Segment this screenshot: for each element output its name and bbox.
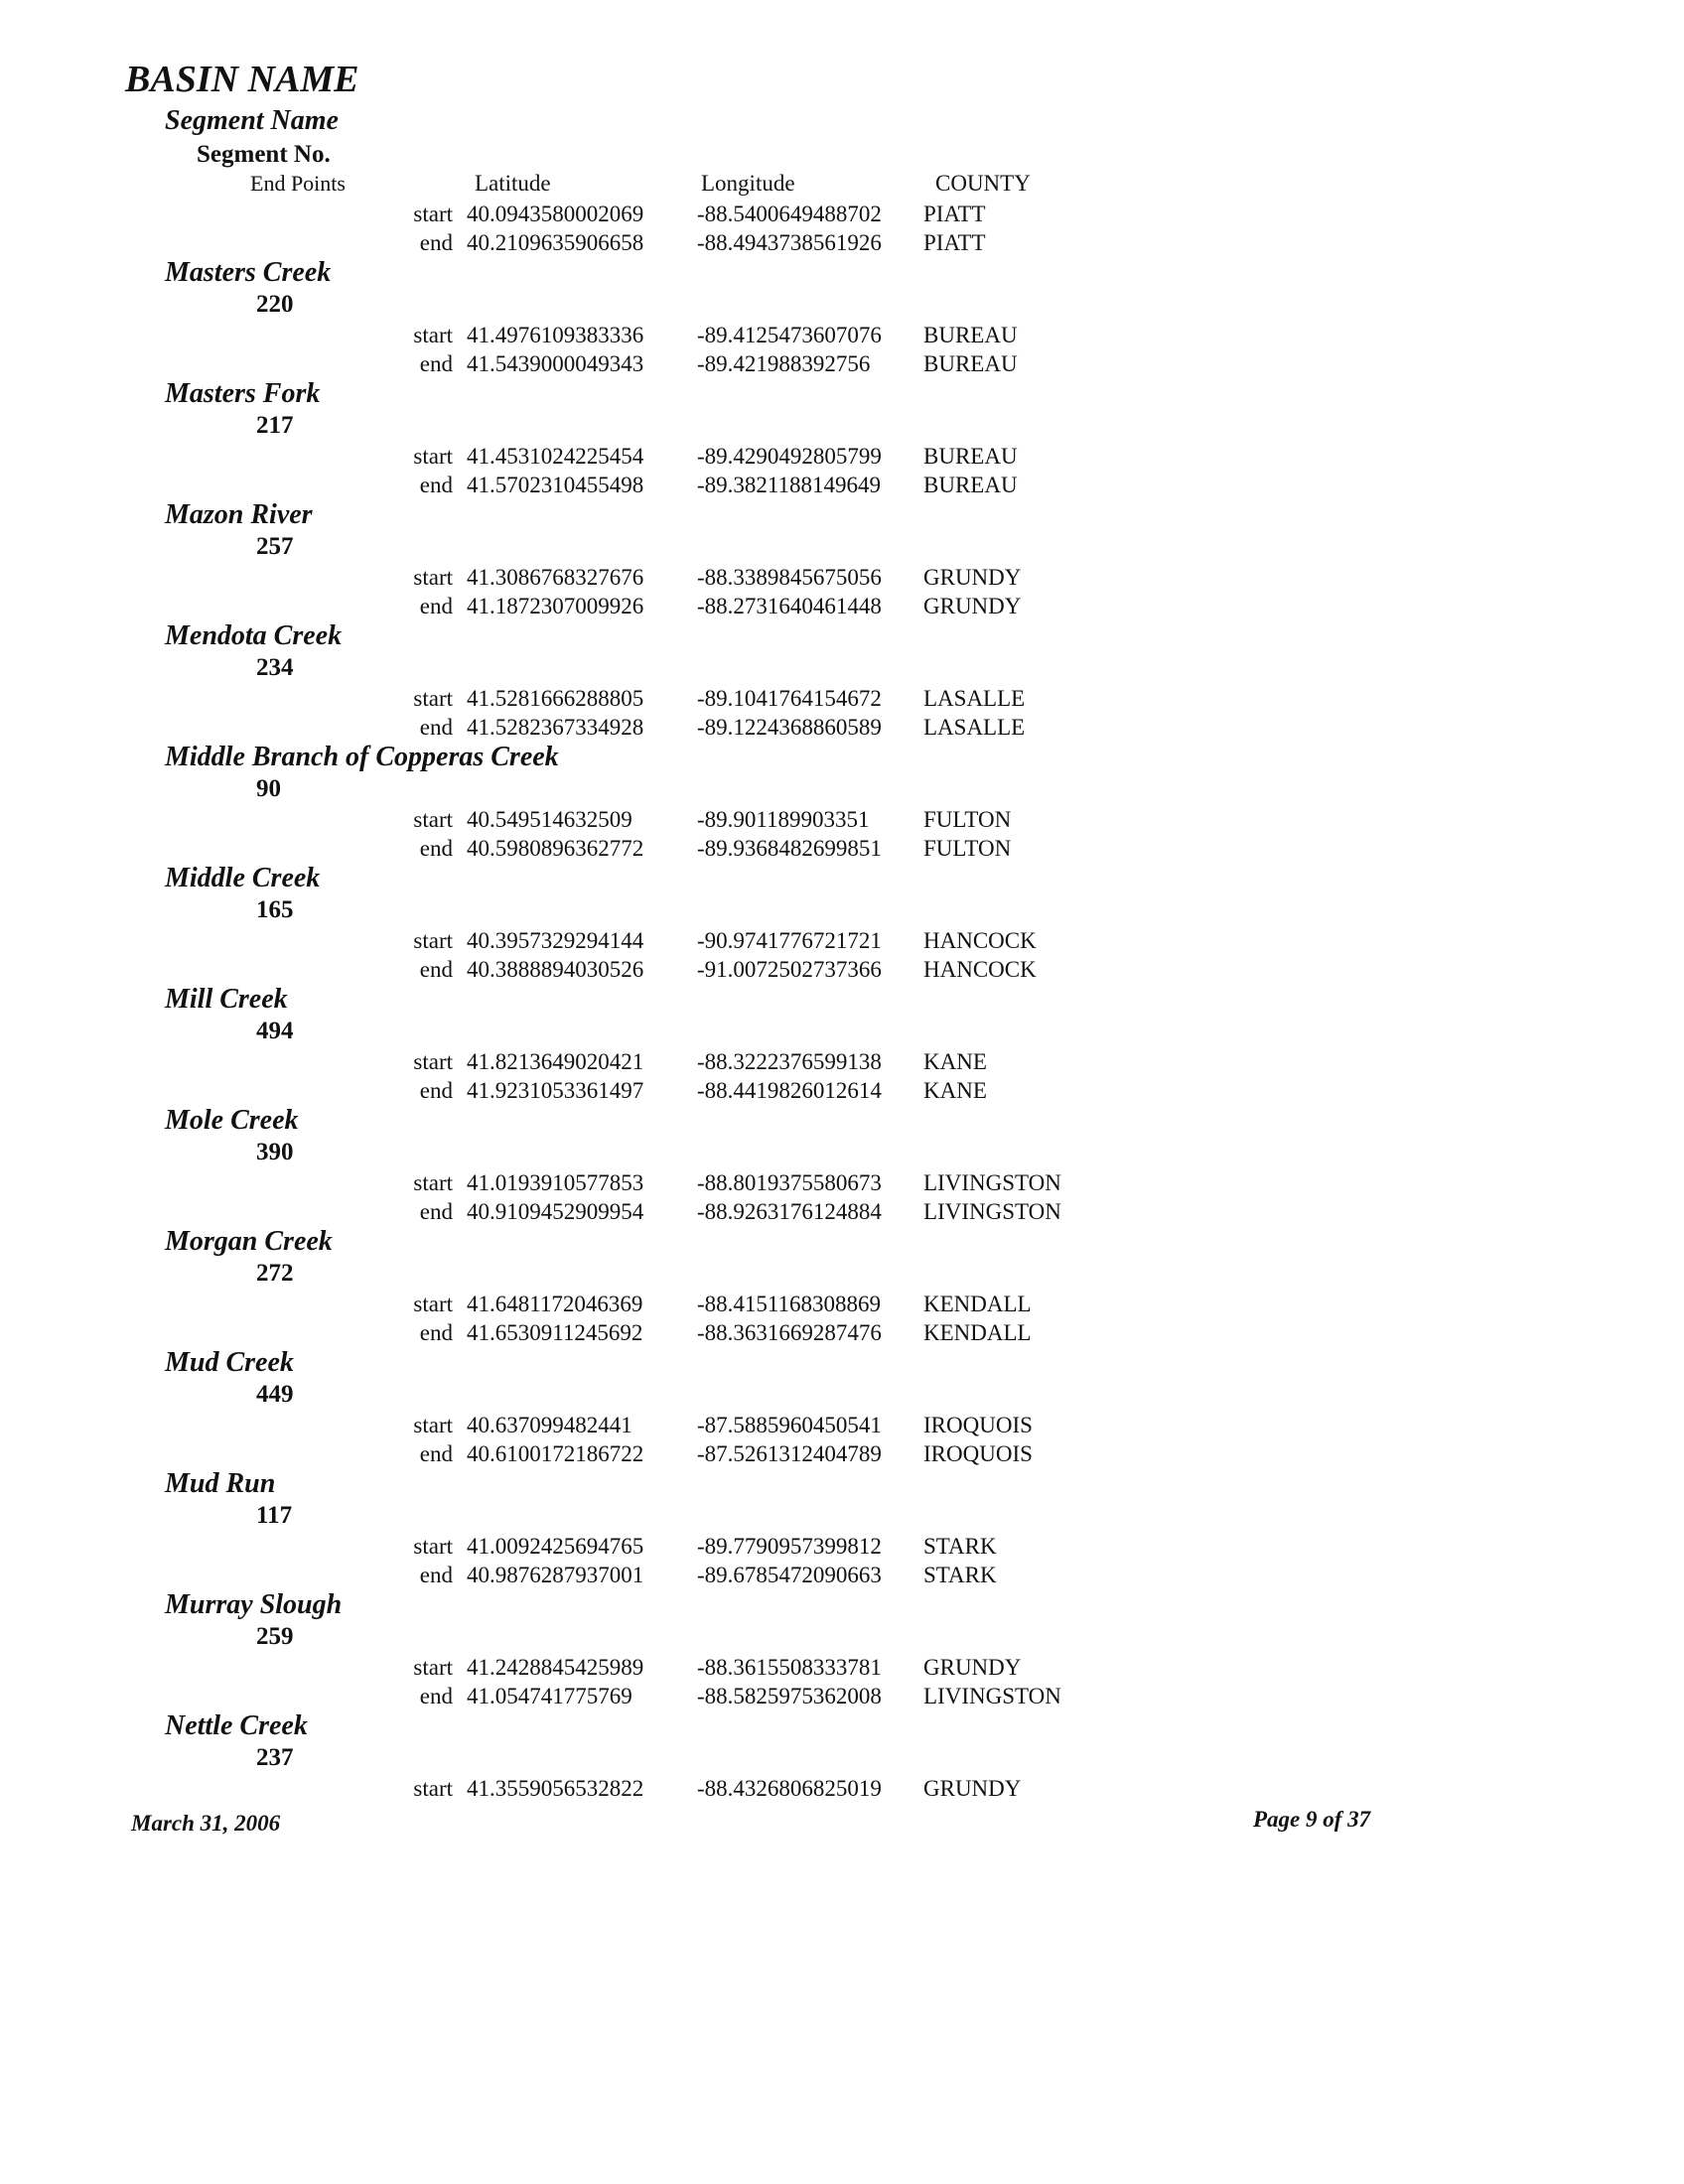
endpoint-row	[0, 443, 1684, 472]
endpoint-row	[0, 1775, 1684, 1804]
county-value: PIATT	[923, 229, 986, 255]
segment-number: 272	[256, 1260, 294, 1287]
latitude-value: 41.4531024225454	[467, 444, 644, 469]
latitude-value: 40.2109635906658	[467, 229, 644, 255]
county-value: BUREAU	[923, 350, 1018, 376]
segment-number: 234	[256, 654, 294, 681]
endpoint-label: start	[413, 1776, 453, 1801]
endpoint-label: end	[419, 1077, 453, 1103]
county-value: BUREAU	[923, 323, 1018, 347]
county-value: PIATT	[923, 202, 986, 226]
county-value: GRUNDY	[923, 593, 1022, 618]
endpoint-row	[0, 593, 1684, 621]
county-column-header: COUNTY	[935, 171, 1031, 196]
longitude-value: -89.4125473607076	[697, 323, 882, 347]
endpoint-label: start	[413, 686, 453, 711]
endpoint-row	[0, 1048, 1684, 1077]
latitude-value: 41.8213649020421	[467, 1049, 644, 1074]
endpoint-row	[0, 350, 1684, 379]
longitude-value: -88.9263176124884	[697, 1198, 882, 1224]
segment-name: Mill Creek	[165, 984, 288, 1015]
county-value: BUREAU	[923, 472, 1018, 497]
longitude-value: -88.4943738561926	[697, 229, 882, 255]
segment-number: 220	[256, 291, 294, 318]
longitude-value: -89.9368482699851	[697, 835, 882, 861]
longitude-value: -89.1041764154672	[697, 686, 882, 711]
county-value: IROQUOIS	[923, 1413, 1033, 1437]
latitude-value: 40.5980896362772	[467, 835, 644, 861]
latitude-value: 41.9231053361497	[467, 1077, 644, 1103]
endpoint-row	[0, 1169, 1684, 1198]
segment-name: Mud Creek	[165, 1347, 294, 1378]
longitude-value: -87.5261312404789	[697, 1440, 882, 1466]
endpoint-label: end	[419, 1198, 453, 1224]
county-value: GRUNDY	[923, 1655, 1022, 1680]
county-value: KANE	[923, 1049, 987, 1074]
latitude-value: 41.5702310455498	[467, 472, 644, 497]
endpoint-row	[0, 1412, 1684, 1440]
endpoint-label: start	[413, 1170, 453, 1195]
basin-title: BASIN NAME	[125, 59, 359, 100]
latitude-value: 41.054741775769	[467, 1683, 632, 1708]
segment-number: 257	[256, 533, 294, 560]
longitude-value: -89.1224368860589	[697, 714, 882, 740]
latitude-value: 40.6100172186722	[467, 1440, 644, 1466]
latitude-value: 41.2428845425989	[467, 1655, 644, 1680]
endpoint-row	[0, 229, 1684, 258]
segment-name: Middle Branch of Copperas Creek	[165, 742, 559, 772]
endpoint-label: end	[419, 1319, 453, 1345]
county-value: LIVINGSTON	[923, 1170, 1061, 1195]
endpoint-row	[0, 1198, 1684, 1227]
segment-name: Mole Creek	[165, 1105, 299, 1136]
longitude-column-header: Longitude	[701, 171, 795, 196]
endpoint-row	[0, 1440, 1684, 1469]
segment-name: Masters Creek	[165, 257, 332, 288]
county-value: FULTON	[923, 807, 1012, 832]
latitude-value: 41.6530911245692	[467, 1319, 643, 1345]
segment-number: 237	[256, 1744, 294, 1771]
endpoint-label: start	[413, 1534, 453, 1559]
latitude-value: 40.9876287937001	[467, 1562, 644, 1587]
latitude-value: 40.549514632509	[467, 807, 632, 832]
endpoint-label: start	[413, 444, 453, 469]
endpoint-row	[0, 322, 1684, 350]
segment-name: Mazon River	[165, 499, 313, 530]
longitude-value: -88.4326806825019	[697, 1776, 882, 1801]
county-value: FULTON	[923, 835, 1012, 861]
county-value: KENDALL	[923, 1319, 1032, 1345]
latitude-value: 41.6481172046369	[467, 1292, 643, 1316]
latitude-value: 40.3957329294144	[467, 928, 644, 953]
county-value: GRUNDY	[923, 565, 1022, 590]
county-value: IROQUOIS	[923, 1440, 1033, 1466]
endpoint-label: end	[419, 350, 453, 376]
segment-number-header: Segment No.	[197, 141, 331, 168]
segment-number: 217	[256, 412, 294, 439]
segment-list	[0, 201, 1684, 1804]
longitude-value: -88.2731640461448	[697, 593, 882, 618]
endpoint-label: end	[419, 956, 453, 982]
endpoint-row	[0, 1683, 1684, 1711]
latitude-value: 41.5282367334928	[467, 714, 644, 740]
endpoint-row	[0, 1654, 1684, 1683]
endpoint-row	[0, 685, 1684, 714]
latitude-value: 40.9109452909954	[467, 1198, 644, 1224]
endpoint-row	[0, 1562, 1684, 1590]
endpoint-label: end	[419, 1562, 453, 1587]
segment-name: Mendota Creek	[165, 620, 343, 651]
endpoint-row	[0, 714, 1684, 743]
latitude-value: 41.5439000049343	[467, 350, 644, 376]
segment-number: 90	[256, 775, 281, 802]
latitude-value: 40.637099482441	[467, 1413, 632, 1437]
county-value: HANCOCK	[923, 956, 1037, 982]
footer-page-number: Page 9 of 37	[1253, 1807, 1371, 1832]
endpoint-row	[0, 1533, 1684, 1562]
segment-name: Masters Fork	[165, 378, 321, 409]
endpoint-label: end	[419, 1440, 453, 1466]
endpoint-label: start	[413, 1049, 453, 1074]
county-value: STARK	[923, 1534, 997, 1559]
segment-name: Mud Run	[165, 1468, 276, 1499]
segment-number: 449	[256, 1381, 294, 1408]
end-points-column-header: End Points	[250, 171, 346, 196]
county-value: KENDALL	[923, 1292, 1032, 1316]
endpoint-label: start	[413, 1413, 453, 1437]
endpoint-label: end	[419, 472, 453, 497]
endpoint-row	[0, 806, 1684, 835]
longitude-value: -88.3631669287476	[697, 1319, 882, 1345]
endpoint-label: end	[419, 835, 453, 861]
county-value: KANE	[923, 1077, 987, 1103]
longitude-value: -89.421988392756	[697, 350, 871, 376]
longitude-value: -88.3222376599138	[697, 1049, 882, 1074]
county-value: BUREAU	[923, 444, 1018, 469]
endpoint-label: start	[413, 1655, 453, 1680]
endpoint-row	[0, 472, 1684, 500]
endpoint-row	[0, 1291, 1684, 1319]
segment-name: Nettle Creek	[165, 1710, 308, 1741]
longitude-value: -89.901189903351	[697, 807, 870, 832]
endpoint-label: start	[413, 202, 453, 226]
endpoint-row	[0, 1077, 1684, 1106]
latitude-value: 41.3086768327676	[467, 565, 644, 590]
endpoint-label: start	[413, 1292, 453, 1316]
segment-number: 165	[256, 896, 294, 923]
endpoint-label: start	[413, 807, 453, 832]
segment-name: Middle Creek	[165, 863, 321, 893]
segment-name: Morgan Creek	[165, 1226, 333, 1257]
latitude-value: 41.0092425694765	[467, 1534, 644, 1559]
latitude-value: 40.3888894030526	[467, 956, 644, 982]
endpoint-row	[0, 835, 1684, 864]
latitude-value: 41.0193910577853	[467, 1170, 644, 1195]
endpoint-label: start	[413, 323, 453, 347]
latitude-value: 41.4976109383336	[467, 323, 644, 347]
endpoint-row	[0, 956, 1684, 985]
latitude-value: 41.1872307009926	[467, 593, 644, 618]
endpoint-label: end	[419, 1683, 453, 1708]
latitude-value: 41.5281666288805	[467, 686, 644, 711]
segment-number: 390	[256, 1139, 294, 1165]
segment-number: 259	[256, 1623, 294, 1650]
longitude-value: -88.3615508333781	[697, 1655, 882, 1680]
county-value: LIVINGSTON	[923, 1683, 1061, 1708]
endpoint-label: start	[413, 928, 453, 953]
longitude-value: -89.6785472090663	[697, 1562, 882, 1587]
endpoint-label: end	[419, 229, 453, 255]
longitude-value: -90.9741776721721	[697, 928, 882, 953]
latitude-value: 41.3559056532822	[467, 1776, 644, 1801]
latitude-value: 40.0943580002069	[467, 202, 644, 226]
longitude-value: -88.4419826012614	[697, 1077, 882, 1103]
segment-name: Murray Slough	[165, 1589, 343, 1620]
longitude-value: -89.3821188149649	[697, 472, 882, 497]
endpoint-row	[0, 927, 1684, 956]
endpoint-row	[0, 1319, 1684, 1348]
longitude-value: -87.5885960450541	[697, 1413, 882, 1437]
longitude-value: -91.0072502737366	[697, 956, 882, 982]
endpoint-label: end	[419, 593, 453, 618]
endpoint-row	[0, 564, 1684, 593]
county-value: LIVINGSTON	[923, 1198, 1061, 1224]
county-value: STARK	[923, 1562, 997, 1587]
segment-name-header: Segment Name	[165, 105, 339, 136]
longitude-value: -88.5825975362008	[697, 1683, 882, 1708]
longitude-value: -88.5400649488702	[697, 202, 882, 226]
longitude-value: -89.7790957399812	[697, 1534, 882, 1559]
longitude-value: -89.4290492805799	[697, 444, 882, 469]
segment-number: 494	[256, 1018, 294, 1044]
segment-number: 117	[256, 1502, 293, 1529]
footer-date: March 31, 2006	[131, 1811, 281, 1836]
endpoint-row	[0, 201, 1684, 229]
county-value: LASALLE	[923, 686, 1026, 711]
longitude-value: -88.8019375580673	[697, 1170, 882, 1195]
county-value: GRUNDY	[923, 1776, 1022, 1801]
county-value: HANCOCK	[923, 928, 1037, 953]
latitude-column-header: Latitude	[475, 171, 551, 196]
longitude-value: -88.3389845675056	[697, 565, 882, 590]
county-value: LASALLE	[923, 714, 1026, 740]
endpoint-label: end	[419, 714, 453, 740]
endpoint-label: start	[413, 565, 453, 590]
longitude-value: -88.4151168308869	[697, 1292, 882, 1316]
